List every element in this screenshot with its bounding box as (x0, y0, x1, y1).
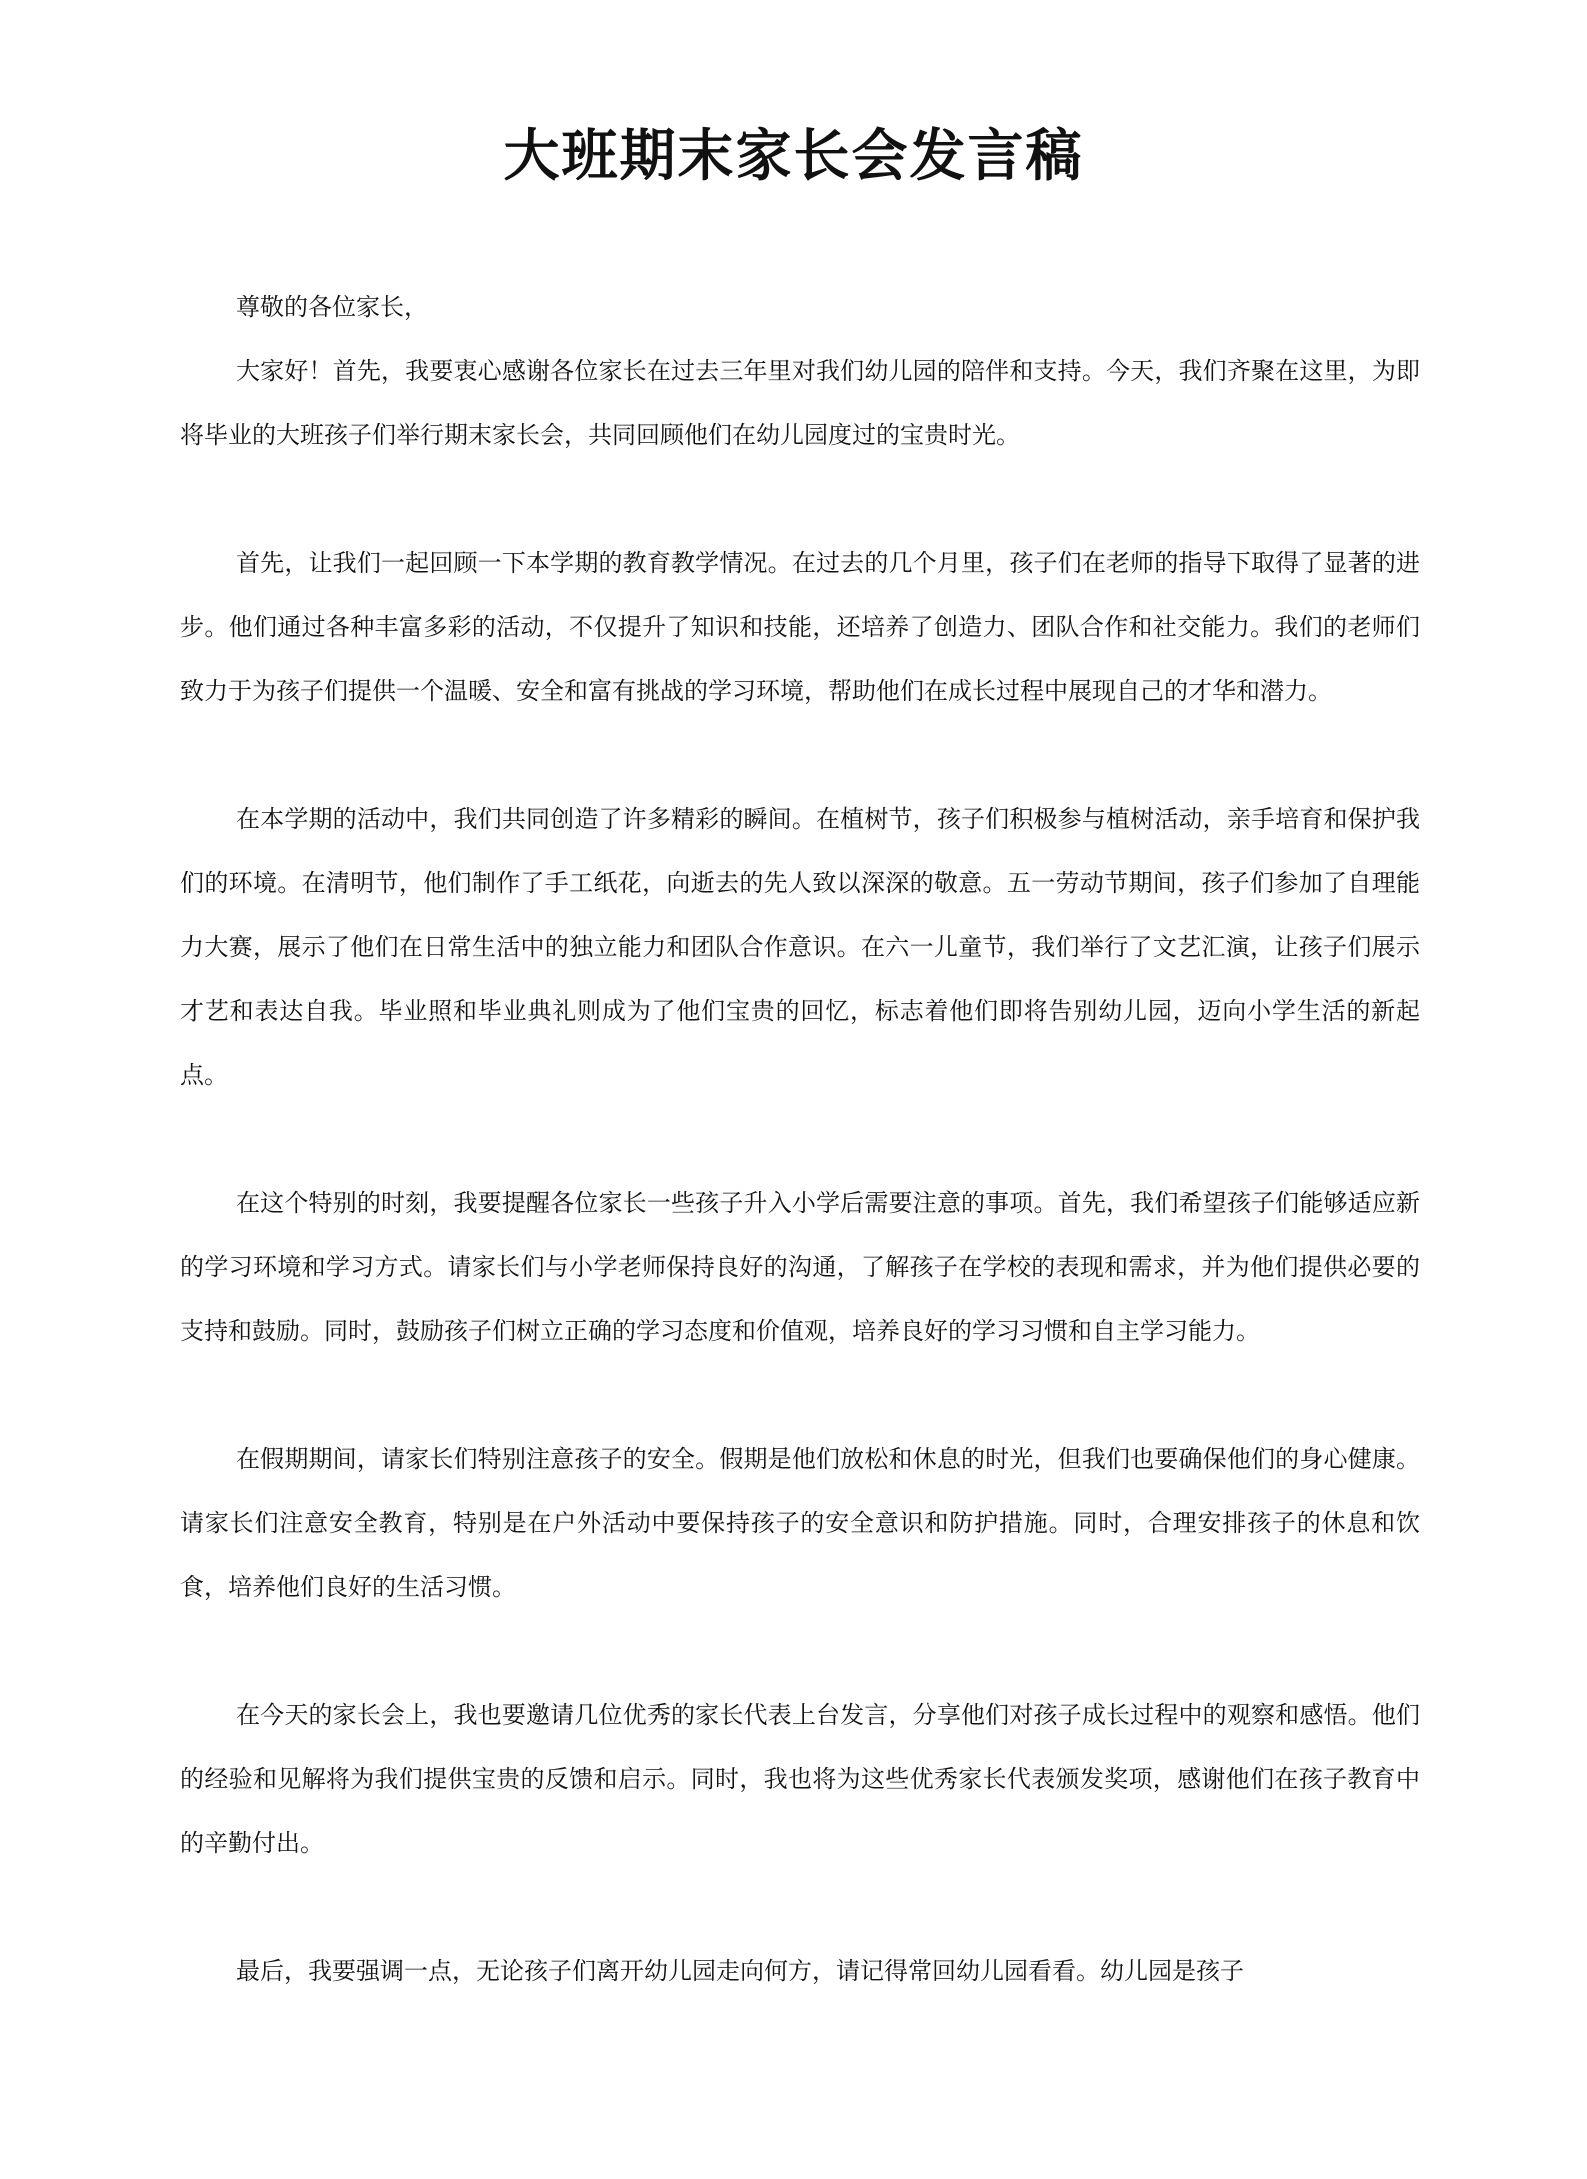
paragraph-teaching-review: 首先，让我们一起回顾一下本学期的教育教学情况。在过去的几个月里，孩子们在老师的指导下取得了显著的进步。他们通过各种丰富多彩的活动，不仅提升了知识和技能，还培养了创造力、团队合作和社交能力。我们的老师们致力于为孩子们提供一个温暖、安全和富有挑战的学习环境，帮助他们在成长过程中展现自己的才华和潜力。 (180, 549, 1420, 705)
paragraph-closing: 最后，我要强调一点，无论孩子们离开幼儿园走向何方，请记得常回幼儿园看看。幼儿园是孩子 (236, 1957, 1244, 1985)
paragraph-primary-school-advice: 在这个特别的时刻，我要提醒各位家长一些孩子升入小学后需要注意的事项。首先，我们希望孩子们能够适应新的学习环境和学习方式。请家长们与小学老师保持良好的沟通，了解孩子在学校的表现和需求，并为他们提供必要的支持和鼓励。同时，鼓励孩子们树立正确的学习态度和价值观，培养良好的学习习惯和自主学习能力。 (180, 1189, 1420, 1345)
greeting: 尊敬的各位家长， (236, 293, 428, 321)
paragraph-parent-representatives: 在今天的家长会上，我也要邀请几位优秀的家长代表上台发言，分享他们对孩子成长过程中的观察和感悟。他们的经验和见解将为我们提供宝贵的反馈和启示。同时，我也将为这些优秀家长代表颁发奖项，感谢他们在孩子教育中的辛勤付出。 (180, 1701, 1420, 1857)
document-title: 大班期末家长会发言稿 (503, 123, 1084, 189)
document-body (180, 275, 1420, 2067)
paragraph-intro: 大家好！首先，我要衷心感谢各位家长在过去三年里对我们幼儿园的陪伴和支持。今天，我们齐聚在这里，为即将毕业的大班孩子们举行期末家长会，共同回顾他们在幼儿园度过的宝贵时光。 (180, 357, 1420, 449)
paragraph-activities: 在本学期的活动中，我们共同创造了许多精彩的瞬间。在植树节，孩子们积极参与植树活动，亲手培育和保护我们的环境。在清明节，他们制作了手工纸花，向逝去的先人致以深深的敬意。五一劳动节期间，孩子们参加了自理能力大赛，展示了他们在日常生活中的独立能力和团队合作意识。在六一儿童节，我们举行了文艺汇演，让孩子们展示才艺和表达自我。毕业照和毕业典礼则成为了他们宝贵的回忆，标志着他们即将告别幼儿园，迈向小学生活的新起点。 (180, 805, 1420, 1089)
paragraph-holiday-safety: 在假期期间，请家长们特别注意孩子的安全。假期是他们放松和休息的时光，但我们也要确保他们的身心健康。请家长们注意安全教育，特别是在户外活动中要保持孩子的安全意识和防护措施。同时，合理安排孩子的休息和饮食，培养他们良好的生活习惯。 (180, 1445, 1420, 1601)
